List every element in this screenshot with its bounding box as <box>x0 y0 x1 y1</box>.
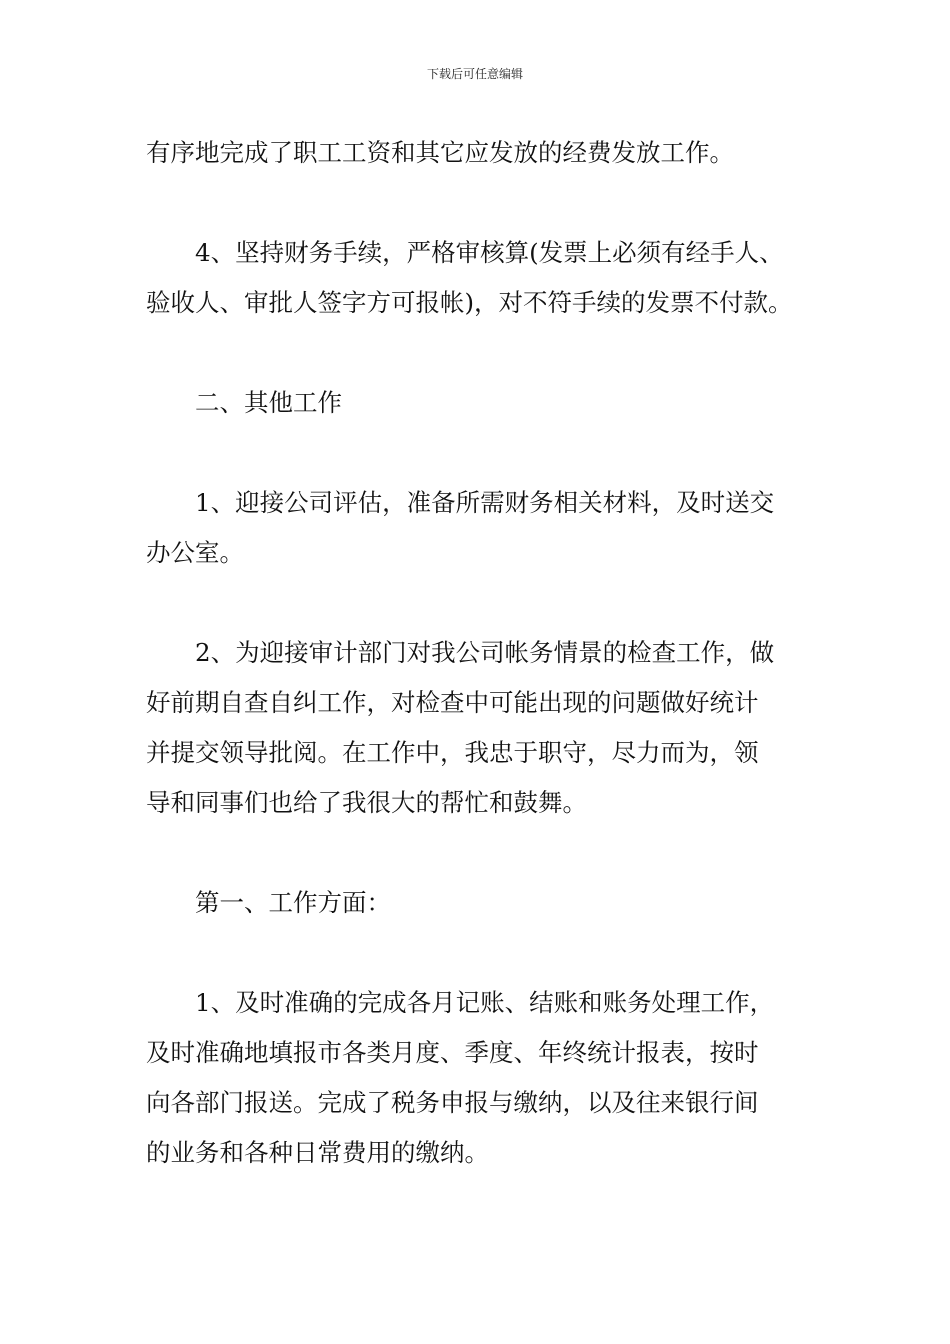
text-line: 验收人、审批人签字方可报帐)，对不符手续的发票不付款。 <box>146 288 793 317</box>
text-line: 及时准确地填报市各类月度、季度、年终统计报表，按时 <box>146 1038 759 1067</box>
text-line: 导和同事们也给了我很大的帮忙和鼓舞。 <box>146 788 587 817</box>
paragraph <box>146 478 836 578</box>
text-line: 2、为迎接审计部门对我公司帐务情景的检查工作，做 <box>195 638 775 667</box>
text-line: 并提交领导批阅。在工作中，我忠于职守，尽力而为，领 <box>146 738 759 767</box>
text-line: 1、及时准确的完成各月记账、结账和账务处理工作， <box>195 988 775 1017</box>
paragraph <box>146 978 836 1178</box>
page-header: 下载后可任意编辑 <box>426 67 523 81</box>
text-line: 第一、工作方面： <box>195 888 391 917</box>
text-line: 的业务和各种日常费用的缴纳。 <box>146 1138 489 1167</box>
text-line: 1、迎接公司评估，准备所需财务相关材料，及时送交 <box>195 488 775 517</box>
text-line: 4、坚持财务手续，严格审核算(发票上必须有经手人、 <box>195 238 784 267</box>
paragraph <box>146 128 836 178</box>
text-line: 办公室。 <box>146 538 244 567</box>
document-body <box>146 128 836 1178</box>
text-line: 好前期自查自纠工作，对检查中可能出现的问题做好统计 <box>146 688 759 717</box>
section-heading <box>146 878 836 928</box>
section-heading <box>146 378 836 428</box>
paragraph <box>146 628 836 828</box>
text-line: 二、其他工作 <box>195 388 342 417</box>
text-line: 向各部门报送。完成了税务申报与缴纳，以及往来银行间 <box>146 1088 759 1117</box>
text-line: 有序地完成了职工工资和其它应发放的经费发放工作。 <box>146 138 734 167</box>
paragraph <box>146 228 836 328</box>
